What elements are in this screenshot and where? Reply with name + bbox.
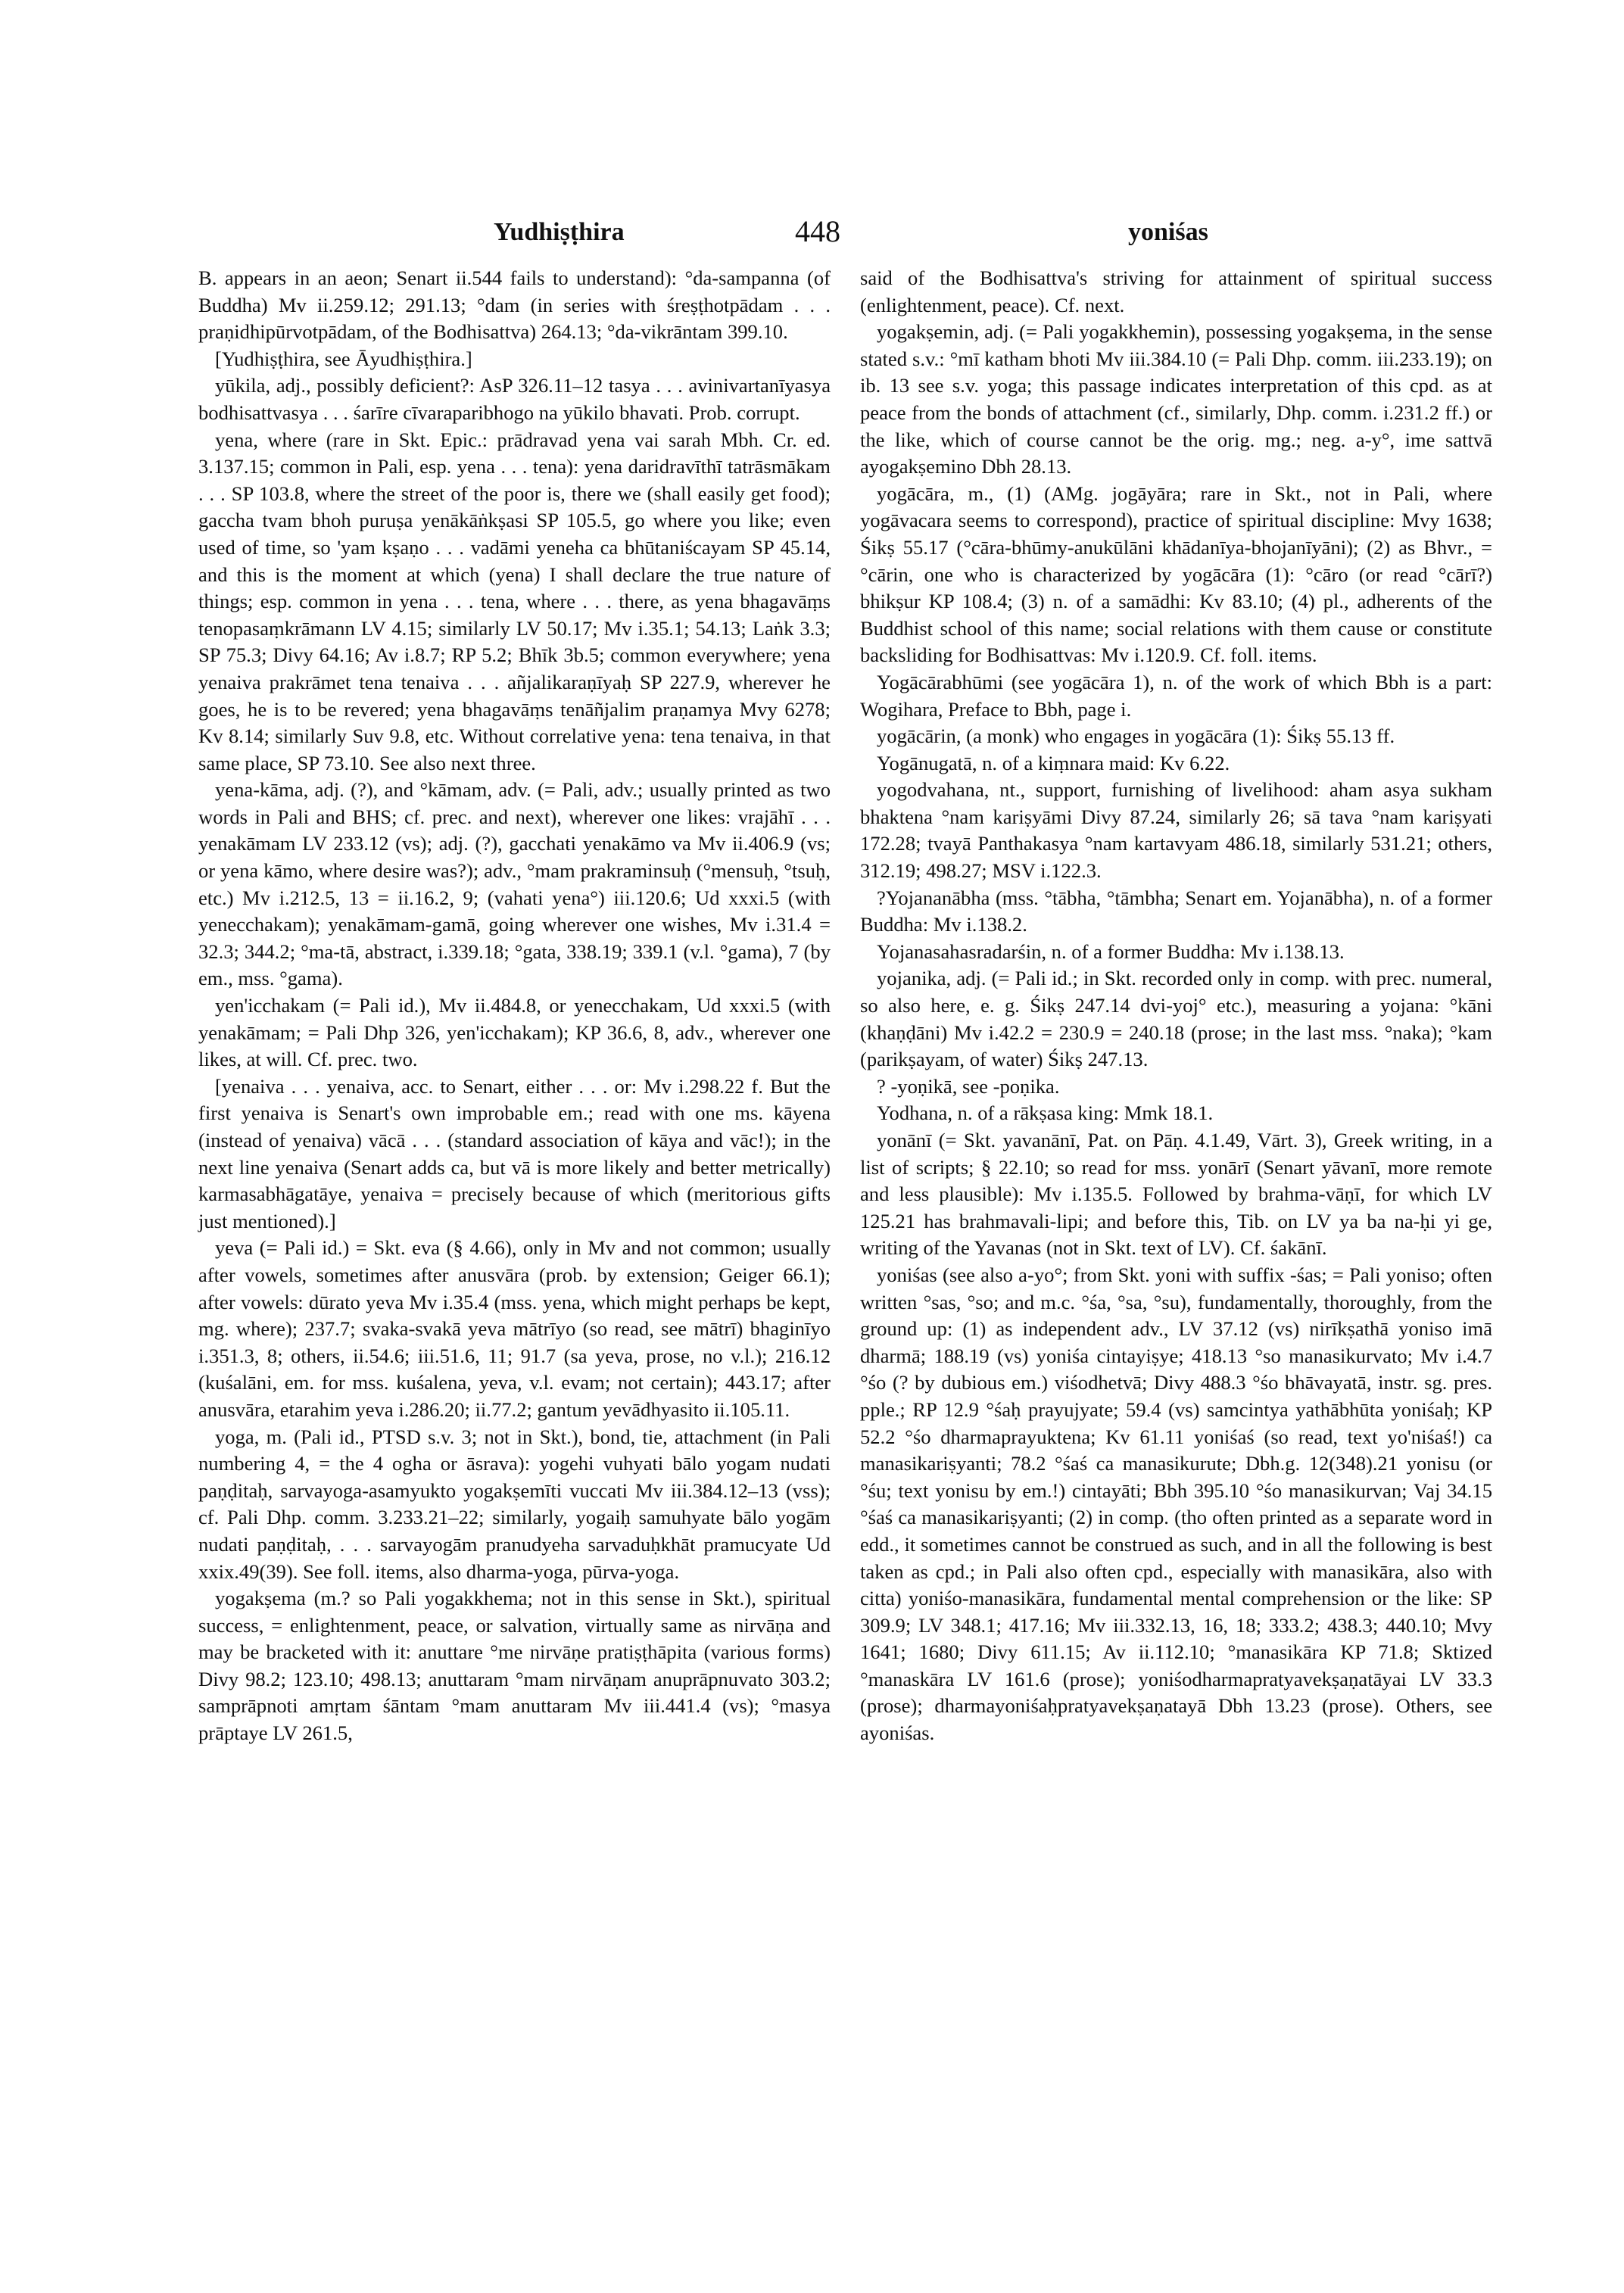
dictionary-entry: yena-kāma, adj. (?), and °kāmam, adv. (= Pali, adv.; usually printed as two words in Pali and BHS; cf. prec. and next), wherever one likes: vrajāhī . . . yenakāmam LV 233.12 (vs); adj. (?), gacchati yenakāmo va Mv ii.406.9 (vs; or yena kāmo, where desire was?); adv., °mam prakraminsuḥ (°mensuḥ, °tsuḥ, etc.) Mv i.212.5, 13 = ii.16.2, 9; (vahati yena°) iii.120.6; Ud xxxi.5 (with yenecchakam); yenakāmam-gamā, going wherever one wishes, Mv i.31.4 = 32.3; 344.2; °ma-tā, abstract, i.339.18; °gata, 338.19; 339.1 (v.l. °gama), 7 (by em., mss. °gama).: [198, 778, 831, 990]
dictionary-entry: [yenaiva . . . yenaiva, acc. to Senart, either . . . or: Mv i.298.22 f. But the first yenaiva is Senart's own improbable em.; read with one ms. kāyena (instead of yenaiva) vācā . . . (standard association of kāya and vāc!); in the next line yenaiva (Senart adds ca, but vā is more likely and better metrically) karmasabhāgatāye, yenaiva = precisely because of which (meritorious gifts just mentioned).]: [198, 1074, 831, 1232]
dictionary-entry: yoga, m. (Pali id., PTSD s.v. 3; not in Skt.), bond, tie, attachment (in Pali numbering 4, = the 4 ogha or āsrava): yogehi vuhyati bālo yogam nudati paṇḍitaḥ, sarvayoga-asamyukto yogakṣemīti vuccati Mv iii.384.12–13 (vss); cf. Pali Dhp. comm. 3.233.21–22; similarly, yogaiḥ samuhyate bālo yogām nudati paṇḍitaḥ, . . . sarvayogām pranudyeha sarvaduḥkhāt pramucyate Ud xxix.49(39). See foll. items, also dharma-yoga, pūrva-yoga.: [198, 1425, 831, 1583]
dictionary-entry: ?Yojananābha (mss. °tābha, °tāmbha; Senart em. Yojanābha), n. of a former Buddha: Mv i.138.2.: [860, 886, 1492, 936]
dictionary-entry: yogakṣemin, adj. (= Pali yogakkhemin), possessing yogakṣema, in the sense stated s.v.: °mī katham bhoti Mv iii.384.10 (= Pali Dhp. comm. iii.233.19); on ib. 13 see s.v. yoga; this passage indicates interpretation of this cpd. as at peace from the bonds of attachment (cf., similarly, Dhp. comm. i.231.2 ff.) or the like, which of course cannot be the orig. mg.; neg. a-y°, ime sattvā ayogakṣemino Dbh 28.13.: [860, 320, 1492, 478]
dictionary-entry: yonānī (= Skt. yavanānī, Pat. on Pāṇ. 4.1.49, Vārt. 3), Greek writing, in a list of scripts; § 22.10; so read for mss. yonārī (Senart yāvanī, more remote and less plausible): Mv i.135.5. Followed by brahma-vāṇī, for which LV 125.21 has brahmavali-lipi; and before this, Tib. on LV ya ba na-ḥi yi ge, writing of the Yavanas (not in Skt. text of LV). Cf. śakānī.: [860, 1129, 1492, 1260]
dictionary-entry: yūkila, adj., possibly deficient?: AsP 326.11–12 tasya . . . avinivartanīyasya bodhisattvasya . . . śarīre cīvaraparibhogo na yūkilo bhavati. Prob. corrupt.: [198, 374, 831, 424]
running-head-right: yoniśas: [1128, 218, 1208, 246]
dictionary-entry: yen'icchakam (= Pali id.), Mv ii.484.8, or yenecchakam, Ud xxxi.5 (with yenakāmam; = Pali Dhp 326, yen'icchakam); KP 36.6, 8, adv., wherever one likes, at will. Cf. prec. two.: [198, 994, 831, 1071]
dictionary-entry: yena, where (rare in Skt. Epic.: prādravad yena vai sarah Mbh. Cr. ed. 3.137.15; common in Pali, esp. yena . . . tena): yena daridravīthī tatrāsmākam . . . SP 103.8, where the street of the poor is, there we (shall easily get food); gaccha tvam bhoh puruṣa yenākāṅkṣasi SP 105.5, go where you like; even used of time, so 'yam kṣaṇo . . . vadāmi yeneha ca bhūtaniścayam SP 45.14, and this is the moment at which (yena) I shall declare the true nature of things; esp. common in yena . . . tena, where . . . there, as yena bhagavāṃs tenopasaṃkrāmann LV 4.15; similarly LV 50.17; Mv i.35.1; 54.13; Laṅk 3.3; SP 75.3; Divy 64.16; Av i.8.7; RP 5.2; Bhīk 3b.5; common everywhere; yena yenaiva prakrāmet tena tenaiva . . . añjalikaraṇīyaḥ SP 227.9, wherever he goes, he is to be revered; yena bhagavāṃs tenāñjalim praṇamya Mvy 6278; Kv 8.14; similarly Suv 9.8, etc. Without correlative yena: tena tenaiva, in that same place, SP 73.10. See also next three.: [198, 428, 831, 774]
dictionary-entry: Yogācārabhūmi (see yogācāra 1), n. of the work of which Bbh is a part: Wogihara, Preface to Bbh, page i.: [860, 670, 1492, 721]
dictionary-entry: yogācāra, m., (1) (AMg. jogāyāra; rare in Skt., not in Pali, where yogāvacara seems to correspond), practice of spiritual discipline: Mvy 1638; Śikṣ 55.17 (°cāra-bhūmy-anukūlāni khādanīya-bhojanīyāni); (2) as Bhvr., = °cārin, one who is characterized by yogācāra (1): °cāro (or read °cārī?) bhikṣur KP 108.4; (3) n. of a samādhi: Kv 83.10; (4) pl., adherents of the Buddhist school of this name; social relations with them cause or constitute backsliding for Bodhisattvas: Mv i.120.9. Cf. foll. items.: [860, 481, 1492, 667]
dictionary-entry: yogodvahana, nt., support, furnishing of livelihood: aham asya sukham bhaktena °nam kariṣyāmi Divy 87.24, similarly 26; sā tava °nam kariṣyati 172.28; tvayā Panthakasya °nam kartavyam 486.18, similarly 531.21; others, 312.19; 498.27; MSV i.122.3.: [860, 778, 1492, 883]
right-column: [860, 265, 1492, 1747]
dictionary-entry: yogakṣema (m.? so Pali yogakkhema; not in this sense in Skt.), spiritual success, = enlightenment, peace, or salvation, virtually same as nirvāṇa and may be bracketed with it: anuttare °me nirvāṇe pratiṣṭhāpita (various forms) Divy 98.2; 123.10; 498.13; anuttaram °mam nirvāṇam anuprāpnuvato 303.2; samprāpnoti amṛtam śāntam °mam anuttaram Mv iii.441.4 (vs); °masya prāptaye LV 261.5,: [198, 1587, 831, 1745]
dictionary-entry: yoniśas (see also a-yo°; from Skt. yoni with suffix -śas; = Pali yoniso; often written °sas, °so; and m.c. °śa, °sa, °su), fundamentally, thoroughly, from the ground up: (1) as independent adv., LV 37.12 (vs) nirīkṣathā yoniso imā dharmā; 188.19 (vs) yoniśa cintayiṣye; 418.13 °so manasikurvato; Mv i.4.7 °śo (? by dubious em.) viśodhetvā; Divy 488.3 °śo bhāvayatā, instr. sg. pres. pple.; RP 12.9 °śaḥ prayujyate; 59.4 (vs) samcintya yathābhūta yoniśaḥ; KP 52.2 °śo dharmaprayuktena; Kv 61.11 yoniśaś (so read, text yo'niśaś!) ca manasikariṣyanti; 78.2 °śaś ca manasikurute; Dbh.g. 12(348).21 yonisu (or °śu; text yonisu by em.!) cintayāti; Bbh 395.10 °śo manasikurvan; Vaj 34.15 °śaś ca manasikariṣyanti; (2) in comp. (tho often printed as a separate word in edd., it sometimes cannot be construed as such, and in all the following is best taken as cpd.; in Pali also often cpd., especially with manasikāra, also with citta) yoniśo-manasikāra, fundamental mental comprehension or the like: SP 309.9; LV 348.1; 417.16; Mv iii.332.13, 16, 18; 333.2; 438.3; 440.10; Mvy 1641; 1680; Divy 611.15; Av ii.112.10; °manasikāra KP 71.8; Sktized °manaskāra LV 161.6 (prose); yoniśodharmapratyavekṣaṇatāyai LV 33.3 (prose); dharmayoniśaḥpratyavekṣaṇatayā Dbh 13.23 (prose). Others, see ayoniśas.: [860, 1263, 1492, 1745]
dictionary-entry: Yodhana, n. of a rākṣasa king: Mmk 18.1.: [877, 1101, 1214, 1125]
dictionary-entry: [Yudhiṣṭhira, see Āyudhiṣṭhira.]: [215, 347, 472, 370]
dictionary-entry: yojanika, adj. (= Pali id.; in Skt. recorded only in comp. with prec. numeral, so also here, e. g. Śikṣ 247.14 dvi-yoj° etc.), measuring a yojana: °kāni (khaṇḍāni) Mv i.42.2 = 230.9 = 240.18 (prose; in the last mss. °naka); °kam (parikṣayam, of water) Śikṣ 247.13.: [860, 967, 1492, 1071]
entry-continuation: said of the Bodhisattva's striving for attainment of spiritual success (enlightenment, peace). Cf. next.: [860, 266, 1492, 316]
dictionary-entry: ? -yoṇikā, see -poṇika.: [877, 1074, 1060, 1098]
dictionary-entry: Yojanasahasradarśin, n. of a former Buddha: Mv i.138.13.: [877, 939, 1345, 963]
running-head-left: Yudhiṣṭhira: [494, 218, 625, 246]
dictionary-entry: yogācārin, (a monk) who engages in yogācāra (1): Śikṣ 55.13 ff.: [877, 724, 1395, 748]
dictionary-entry: Yogānugatā, n. of a kiṃnara maid: Kv 6.22.: [877, 751, 1230, 774]
dictionary-entry: yeva (= Pali id.) = Skt. eva (§ 4.66), only in Mv and not common; usually after vowels, sometimes after anusvāra (prob. by extension; Geiger 66.1); after vowels: dūrato yeva Mv i.35.4 (mss. yena, which might perhaps be kept, mg. where); 237.7; svaka-svakā yeva mātrīyo (so read, see mātrī) bhaginīyo i.351.3, 8; others, ii.54.6; iii.51.6, 11; 91.7 (sa yeva, prose, no v.l.); 216.12 (kuśalāni, em. for mss. kuśalena, yeva, v.l. evam; not certain); 443.17; after anusvāra, etarahim yeva i.286.20; ii.77.2; gantum yevādhyasito ii.105.11.: [198, 1236, 831, 1421]
left-column: [198, 265, 831, 1747]
page-number: 448: [795, 214, 840, 248]
entry-continuation: B. appears in an aeon; Senart ii.544 fails to understand): °da-sampanna (of Buddha) Mv ii.259.12; 291.13; °dam (in series with śreṣṭhotpādam . . . praṇidhipūrvotpādam, of the Bodhisattva) 264.13; °da-vikrāntam 399.10.: [198, 266, 831, 344]
